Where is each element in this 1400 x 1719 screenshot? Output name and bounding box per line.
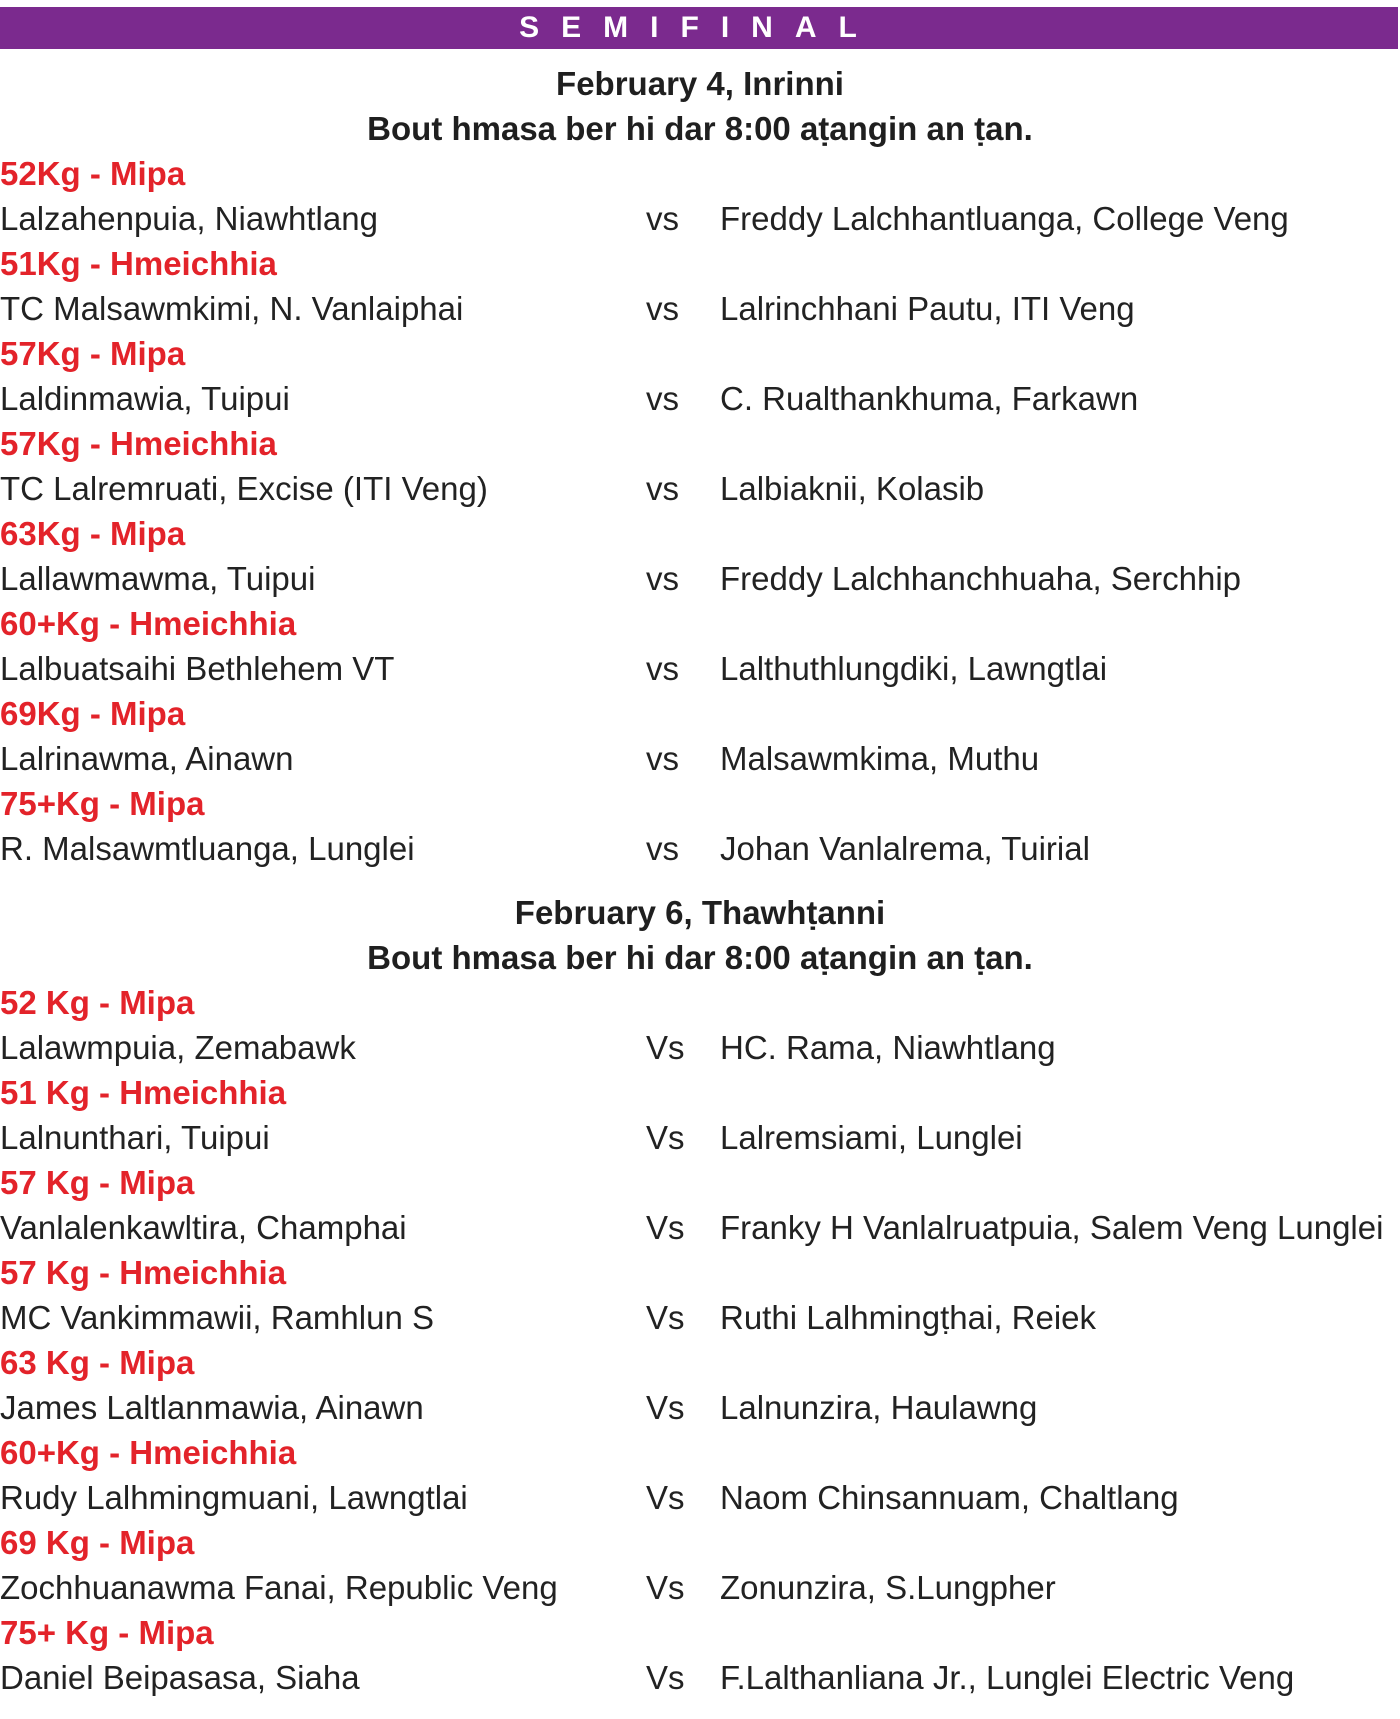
schedule-section-feb6 <box>0 890 1400 1700</box>
boxer-right: Lalnunzira, Haulawng <box>720 1389 1038 1426</box>
bout-row <box>0 1655 1400 1700</box>
vs-label: vs <box>646 830 679 867</box>
boxer-right: F.Lalthanliana Jr., Lunglei Electric Veng <box>720 1659 1295 1696</box>
schedule-section-feb4 <box>0 61 1400 871</box>
section-note: Bout hmasa ber hi dar 8:00 aṭangin an ṭan. <box>367 110 1033 147</box>
vs-label: vs <box>646 290 679 327</box>
weight-category: 57 Kg - Mipa <box>0 1164 195 1201</box>
boxer-left: Lalzahenpuia, Niawhtlang <box>0 200 378 237</box>
boxer-right: Lalbiaknii, Kolasib <box>720 470 985 507</box>
bout-row <box>0 466 1400 511</box>
section-date: February 4, Inrinni <box>556 65 844 102</box>
boxer-left: James Laltlanmawia, Ainawn <box>0 1389 424 1426</box>
boxer-right: Lalthuthlungdiki, Lawngtlai <box>720 650 1108 687</box>
weight-category: 75+ Kg - Mipa <box>0 1614 214 1651</box>
bout-row <box>0 1385 1400 1430</box>
weight-category: 52 Kg - Mipa <box>0 984 195 1021</box>
vs-label: vs <box>646 740 679 777</box>
weight-category: 57Kg - Mipa <box>0 335 186 372</box>
vs-label: Vs <box>646 1569 685 1606</box>
weight-category: 57 Kg - Hmeichhia <box>0 1254 287 1291</box>
bout-list <box>0 151 1400 871</box>
bout-row <box>0 1475 1400 1520</box>
vs-label: vs <box>646 200 679 237</box>
weight-category: 63Kg - Mipa <box>0 515 186 552</box>
bout-list <box>0 980 1400 1700</box>
weight-category: 60+Kg - Hmeichhia <box>0 1434 297 1471</box>
boxer-right: HC. Rama, Niawhtlang <box>720 1029 1056 1066</box>
boxer-right: Ruthi Lalhmingṭhai, Reiek <box>720 1299 1097 1336</box>
vs-label: Vs <box>646 1659 685 1696</box>
vs-label: vs <box>646 380 679 417</box>
vs-label: vs <box>646 560 679 597</box>
weight-category: 60+Kg - Hmeichhia <box>0 605 297 642</box>
boxer-left: Zochhuanawma Fanai, Republic Veng <box>0 1569 558 1606</box>
vs-label: Vs <box>646 1029 685 1066</box>
weight-category: 69Kg - Mipa <box>0 695 186 732</box>
bout-row <box>0 1565 1400 1610</box>
boxer-right: Franky H Vanlalruatpuia, Salem Veng Lunglei <box>720 1209 1384 1246</box>
boxer-left: R. Malsawmtluanga, Lunglei <box>0 830 415 867</box>
vs-label: Vs <box>646 1209 685 1246</box>
boxer-right: Freddy Lalchhanchhuaha, Serchhip <box>720 560 1242 597</box>
weight-category: 63 Kg - Mipa <box>0 1344 195 1381</box>
boxer-right: Zonunzira, S.Lungpher <box>720 1569 1056 1606</box>
weight-category: 69 Kg - Mipa <box>0 1524 195 1561</box>
boxer-right: Johan Vanlalrema, Tuirial <box>720 830 1090 867</box>
bout-row <box>0 286 1400 331</box>
boxer-left: Rudy Lalhmingmuani, Lawngtlai <box>0 1479 468 1516</box>
section-date: February 6, Thawhṭanni <box>514 894 886 931</box>
bout-row <box>0 736 1400 781</box>
boxer-left: Lalnunthari, Tuipui <box>0 1119 270 1156</box>
bout-row <box>0 1295 1400 1340</box>
bout-row <box>0 646 1400 691</box>
boxer-right: Lalrinchhani Pautu, ITI Veng <box>720 290 1135 327</box>
bout-row <box>0 556 1400 601</box>
vs-label: Vs <box>646 1479 685 1516</box>
boxer-left: TC Lalremruati, Excise (ITI Veng) <box>0 470 488 507</box>
bout-row <box>0 376 1400 421</box>
weight-category: 52Kg - Mipa <box>0 155 186 192</box>
boxer-right: Freddy Lalchhantluanga, College Veng <box>720 200 1289 237</box>
boxer-right: Malsawmkima, Muthu <box>720 740 1040 777</box>
boxer-left: Lalawmpuia, Zemabawk <box>0 1029 356 1066</box>
weight-category: 57Kg - Hmeichhia <box>0 425 277 462</box>
bout-row <box>0 826 1400 871</box>
boxer-left: Lalrinawma, Ainawn <box>0 740 294 777</box>
vs-label: Vs <box>646 1299 685 1336</box>
boxer-left: Daniel Beipasasa, Siaha <box>0 1659 360 1696</box>
boxer-right: Lalremsiami, Lunglei <box>720 1119 1023 1156</box>
weight-category: 75+Kg - Mipa <box>0 785 205 822</box>
bout-row <box>0 1025 1400 1070</box>
boxer-left: Vanlalenkawltira, Champhai <box>0 1209 407 1246</box>
weight-category: 51Kg - Hmeichhia <box>0 245 277 282</box>
bout-row <box>0 1115 1400 1160</box>
boxer-right: Naom Chinsannuam, Chaltlang <box>720 1479 1179 1516</box>
boxer-left: Lallawmawma, Tuipui <box>0 560 316 597</box>
weight-category: 51 Kg - Hmeichhia <box>0 1074 287 1111</box>
boxer-left: Laldinmawia, Tuipui <box>0 380 290 417</box>
vs-label: vs <box>646 470 679 507</box>
vs-label: Vs <box>646 1389 685 1426</box>
section-note: Bout hmasa ber hi dar 8:00 aṭangin an ṭan. <box>367 939 1033 976</box>
boxer-left: Lalbuatsaihi Bethlehem VT <box>0 650 395 687</box>
bout-row <box>0 1205 1400 1250</box>
semifinal-banner: SEMIFINAL <box>0 7 1398 49</box>
boxer-left: TC Malsawmkimi, N. Vanlaiphai <box>0 290 464 327</box>
vs-label: vs <box>646 650 679 687</box>
boxer-left: MC Vankimmawii, Ramhlun S <box>0 1299 434 1336</box>
bout-row <box>0 196 1400 241</box>
vs-label: Vs <box>646 1119 685 1156</box>
boxer-right: C. Rualthankhuma, Farkawn <box>720 380 1139 417</box>
